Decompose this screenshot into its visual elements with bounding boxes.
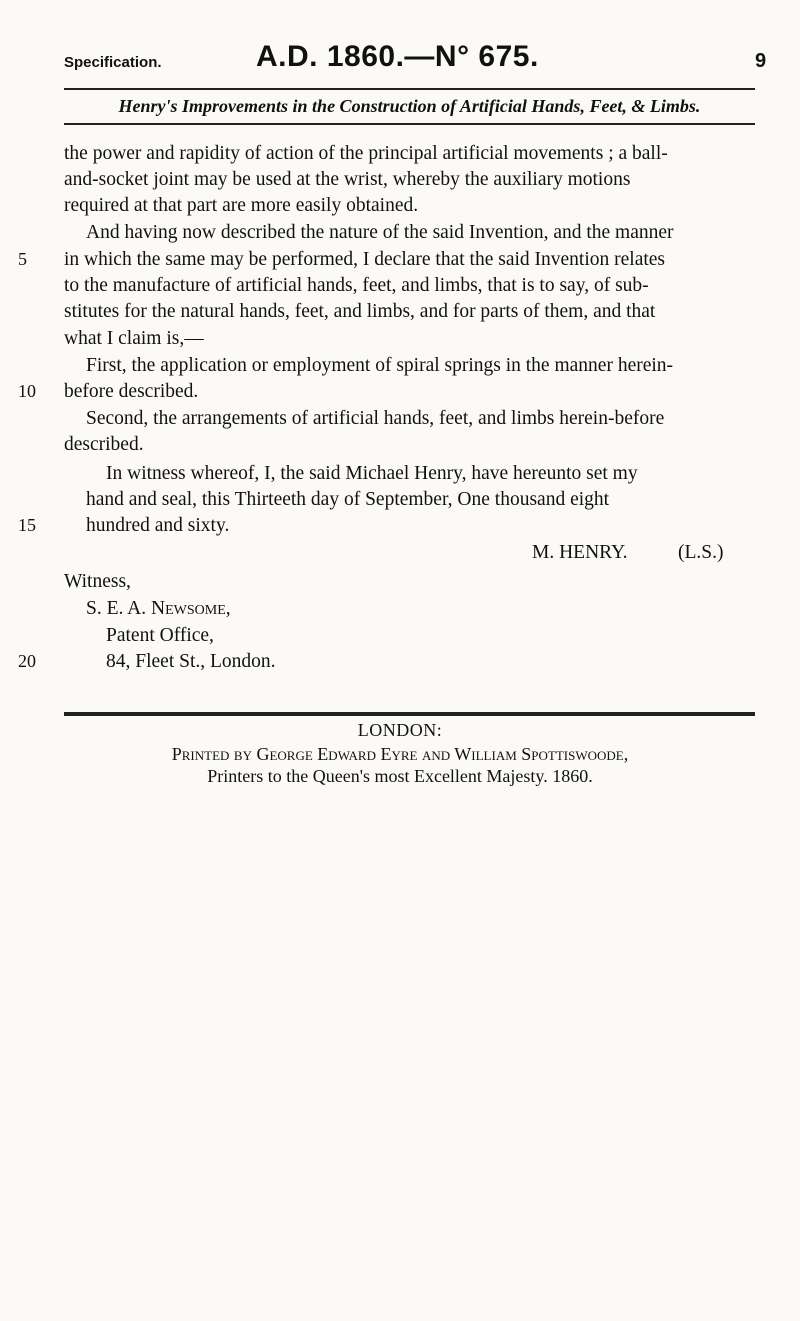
body-line: in which the same may be performed, I declare that the said Invention relates (64, 249, 666, 270)
signature-seal: (L.S.) (678, 542, 724, 563)
witness-office: Patent Office, (106, 625, 214, 646)
body-line: hand and seal, this Thirteeth day of September, One thousand eight (86, 489, 610, 510)
body-line: Second, the arrangements of artificial hands, feet, and limbs herein-before (86, 408, 665, 429)
signature-name: M. HENRY. (532, 542, 628, 563)
body-line: to the manufacture of artificial hands, feet, and limbs, that is to say, of sub- (64, 275, 649, 296)
running-title: Henry's Improvements in the Construction of Artificial Hands, Feet, & Limbs. (118, 96, 701, 116)
body-line: required at that part are more easily obtained. (64, 195, 419, 216)
title-rule (64, 123, 755, 125)
imprint-printers: Printed by George Edward Eyre and William Spottiswoode, (171, 744, 629, 764)
header-label: Specification. (64, 54, 162, 71)
witness-label: Witness, (64, 571, 131, 592)
body-line: and-socket joint may be used at the wrist, whereby the auxiliary motions (64, 169, 631, 190)
line-number: 15 (18, 515, 36, 535)
body-line: hundred and sixty. (86, 515, 230, 536)
imprint-rule (64, 712, 755, 716)
imprint-majesty: Printers to the Queen's most Excellent Majesty. 1860. (207, 766, 593, 786)
imprint-title: LONDON: (357, 720, 443, 740)
body-line: before described. (64, 381, 199, 402)
header-rule (64, 88, 755, 90)
body-line: First, the application or employment of spiral springs in the manner herein- (86, 355, 674, 376)
body-line: the power and rapidity of action of the principal artificial movements ; a ball- (64, 143, 668, 164)
line-number: 20 (18, 651, 36, 671)
body-line: stitutes for the natural hands, feet, and limbs, and for parts of them, and that (64, 301, 656, 322)
page-number: 9 (755, 50, 767, 72)
witness-name: S. E. A. Newsome, (86, 598, 231, 619)
line-number: 10 (18, 381, 36, 401)
patent-number-heading: A.D. 1860.—N° 675. (256, 40, 539, 73)
body-line: what I claim is,— (64, 328, 204, 349)
body-line: described. (64, 434, 144, 455)
body-line: And having now described the nature of the said Invention, and the manner (86, 222, 674, 243)
witness-address: 84, Fleet St., London. (106, 651, 276, 672)
line-number: 5 (18, 249, 27, 269)
body-line: In witness whereof, I, the said Michael Henry, have hereunto set my (106, 463, 638, 484)
